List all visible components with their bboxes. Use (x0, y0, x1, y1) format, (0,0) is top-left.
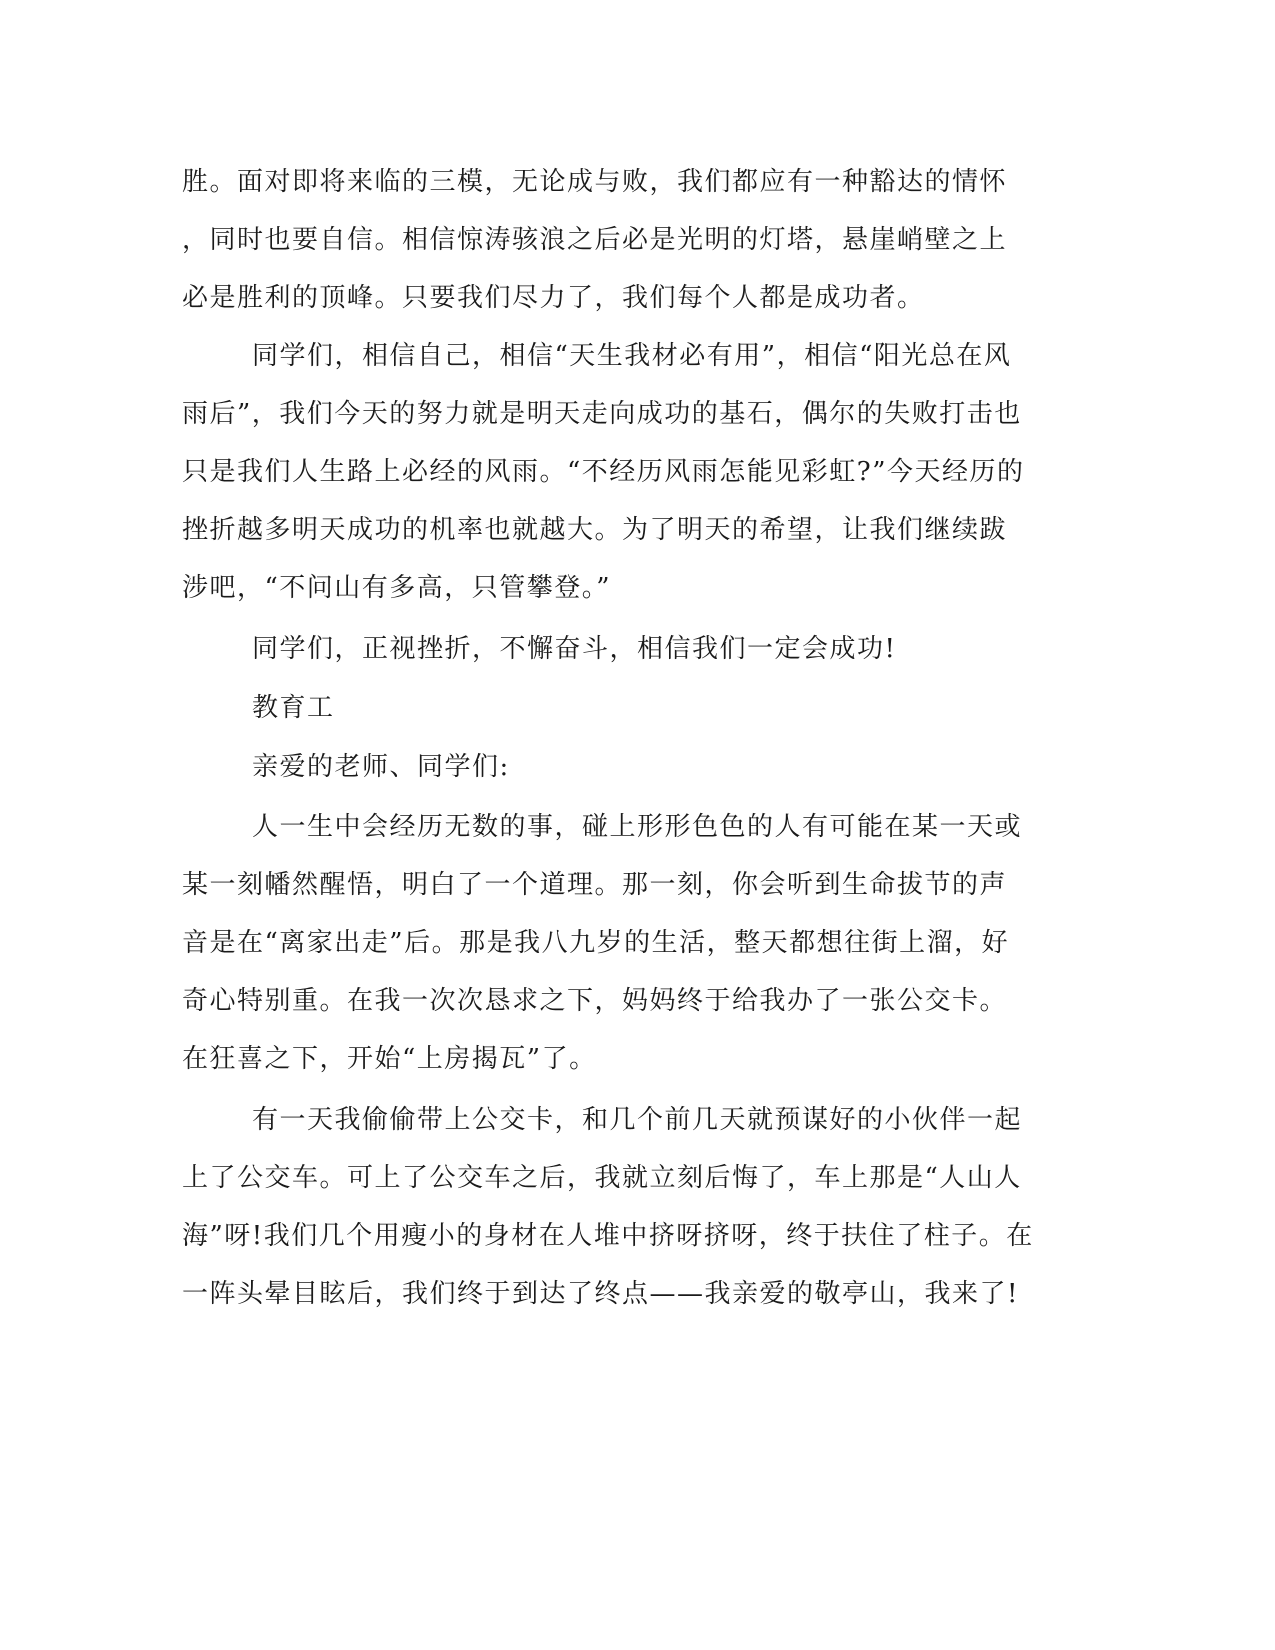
text-line: 人一生中会经历无数的事，碰上形形色色的人有可能在某一天或 (252, 812, 1023, 842)
text-line: 雨后”，我们今天的努力就是明天走向成功的基石，偶尔的失败打击也 (182, 399, 1022, 429)
text-line: 一阵头晕目眩后，我们终于到达了终点——我亲爱的敬亭山，我来了! (182, 1279, 1019, 1309)
text-line: ，同时也要自信。相信惊涛骇浪之后必是光明的灯塔，悬崖峭壁之上 (182, 225, 1008, 255)
text-line: 上了公交车。可上了公交车之后，我就立刻后悔了，车上那是“人山人 (182, 1163, 1022, 1193)
text-line: 同学们，正视挫折，不懈奋斗，相信我们一定会成功! (252, 634, 897, 664)
text-line: 挫折越多明天成功的机率也就越大。为了明天的希望，让我们继续跋 (182, 515, 1008, 545)
text-line: 只是我们人生路上必经的风雨。“不经历风雨怎能见彩虹?”今天经历的 (182, 457, 1025, 487)
text-line: 有一天我偷偷带上公交卡，和几个前几天就预谋好的小伙伴一起 (252, 1105, 1023, 1135)
text-line: 某一刻幡然醒悟，明白了一个道理。那一刻，你会听到生命拔节的声 (182, 870, 1008, 900)
text-line: 同学们，相信自己，相信“天生我材必有用”，相信“阳光总在风 (252, 341, 1012, 371)
text-line: 必是胜利的顶峰。只要我们尽力了，我们每个人都是成功者。 (182, 283, 925, 313)
text-line: 海”呀!我们几个用瘦小的身材在人堆中挤呀挤呀，终于扶住了柱子。在 (182, 1221, 1034, 1251)
section-heading: 教育工 (252, 693, 335, 723)
salutation: 亲爱的老师、同学们: (252, 752, 510, 782)
text-line: 胜。面对即将来临的三模，无论成与败，我们都应有一种豁达的情怀 (182, 167, 1008, 197)
text-line: 奇心特别重。在我一次次恳求之下，妈妈终于给我办了一张公交卡。 (182, 986, 1008, 1016)
text-line: 涉吧，“不问山有多高，只管攀登。” (182, 573, 612, 603)
text-line: 在狂喜之下，开始“上房揭瓦”了。 (182, 1044, 597, 1074)
text-line: 音是在“离家出走”后。那是我八九岁的生活，整天都想往街上溜，好 (182, 928, 1010, 958)
